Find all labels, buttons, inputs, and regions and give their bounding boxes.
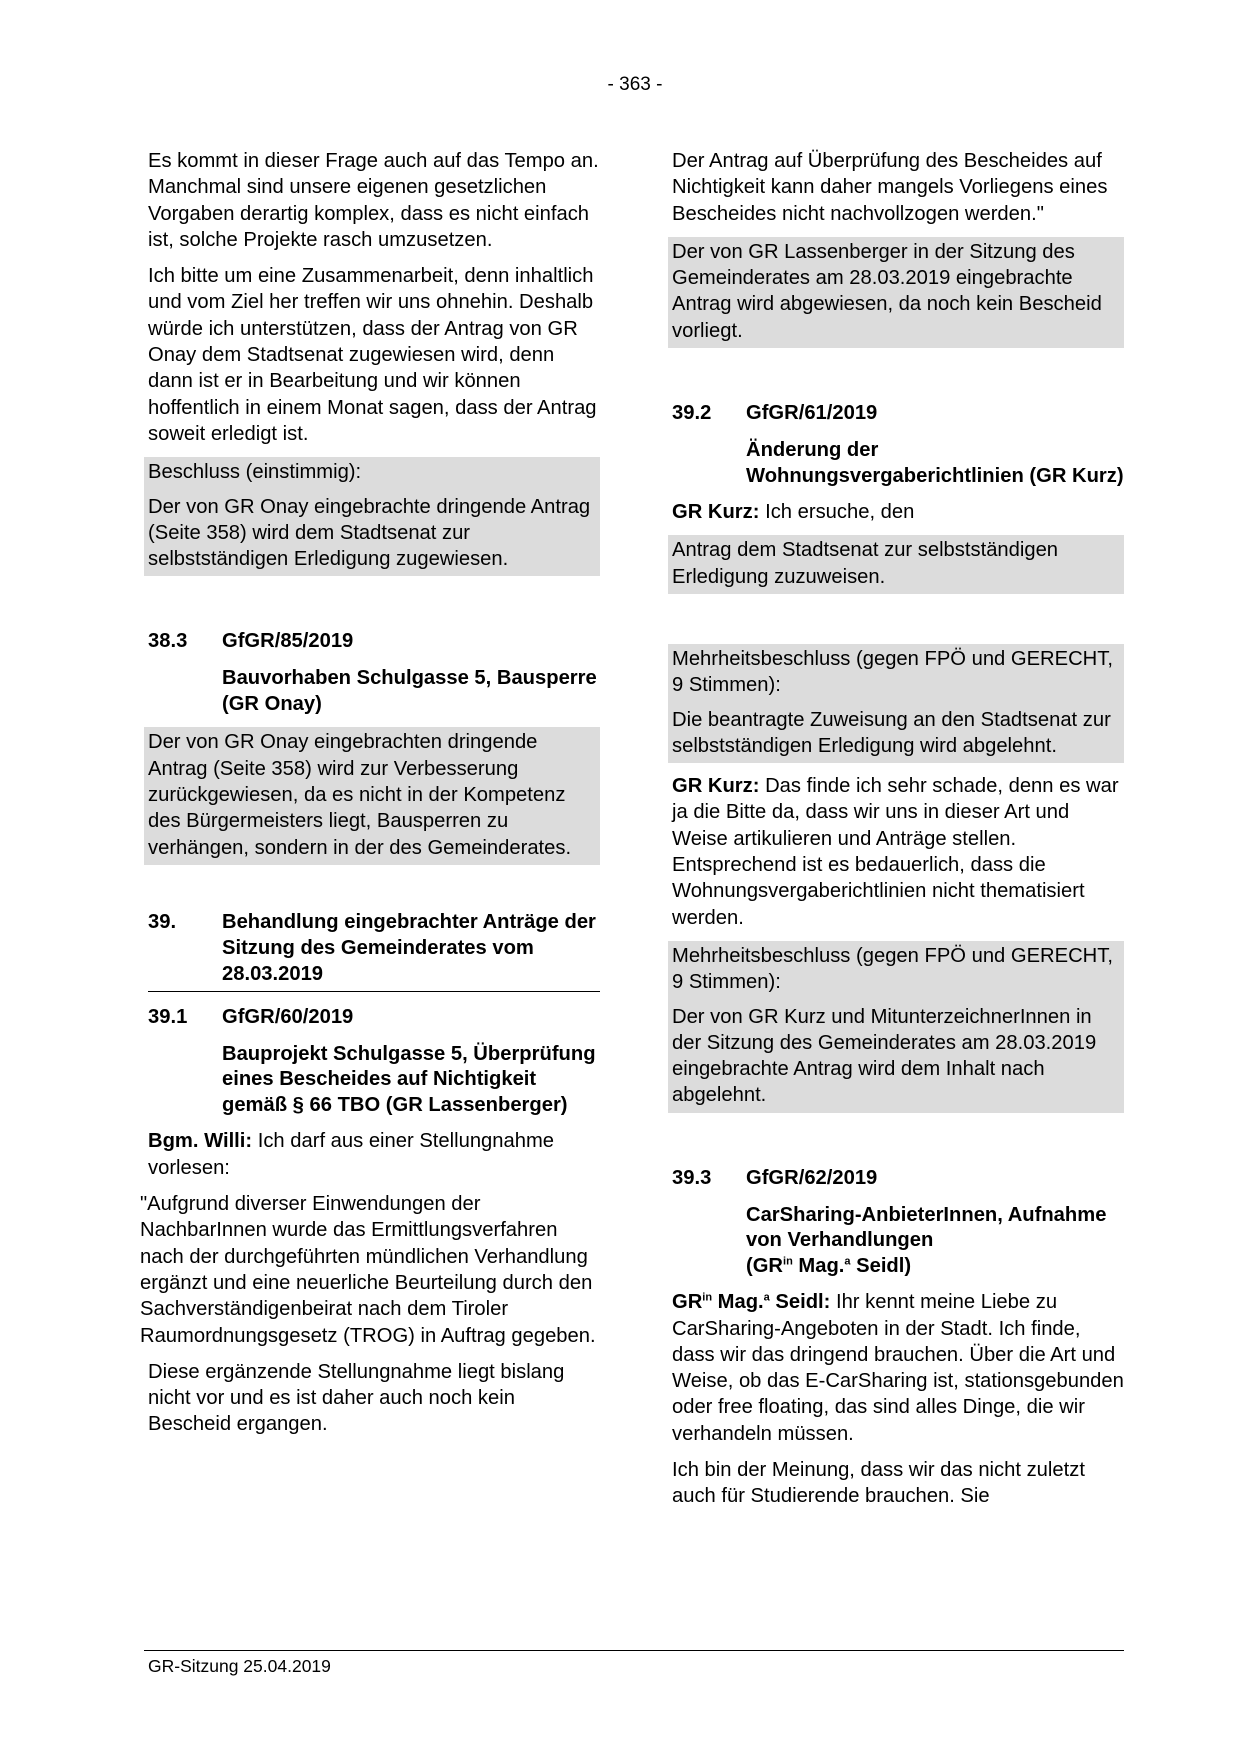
section-title: Bauvorhaben Schulgasse 5, Bausperre (GR Onay) [222,667,597,715]
section-title: Bauprojekt Schulgasse 5, Überprüfung eines Bescheides auf Nichtigkeit gemäß § 66 TBO (GR Lassenberger) [222,1042,596,1116]
section-title: Änderung der Wohnungsvergaberichtlinien (GR Kurz) [746,439,1124,487]
section-heading-39-3 [672,1165,1124,1191]
resolution-box [668,644,1124,763]
resolution-label: Mehrheitsbeschluss (gegen FPÖ und GERECHT, 9 Stimmen): [672,647,1113,697]
footer-text: GR-Sitzung 25.04.2019 [148,1656,331,1676]
title-sup: a [844,1254,851,1267]
section-title [746,1203,1124,1280]
speech-text: Ich darf aus einer Stellungnahme vorlesen: [148,1130,555,1179]
resolution-text: Der von GR Kurz und MitunterzeichnerInnen in der Sitzung des Gemeinderates am 28.03.2019 eingebrachte Antrag wird dem Inhalt nach abgelehnt. [672,1005,1097,1107]
section-heading-38-3 [148,628,600,654]
section-code: GfGR/60/2019 [222,1005,354,1028]
quote-paragraph: Diese ergänzende Stellungnahme liegt bislang nicht vor und es ist daher auch noch kein Bescheid ergangen. [148,1360,565,1436]
section-number: 39.1 [148,1005,188,1028]
resolution-box [144,457,600,576]
section-code: GfGR/62/2019 [746,1166,878,1189]
speaker-name: GR Kurz: [672,501,760,524]
section-number: 38.3 [148,630,188,653]
title-part: Mag. [798,1254,845,1277]
speech-paragraph: Ich bin der Meinung, dass wir das nicht zuletzt auch für Studierende brauchen. Sie [672,1459,1085,1508]
section-heading-39-2 [672,400,1124,426]
footer-divider [144,1650,1124,1651]
section-number: 39. [148,910,177,933]
section-heading-39 [148,909,600,992]
section-number: 39.2 [672,402,712,425]
speaker-name: $GR^{in}$ Mag.$^a$ Seidl: [672,1291,831,1314]
speech-text: Das finde ich sehr schade, denn es war ja die Bitte da, dass wir uns in dieser Art und Weise artikulieren und Anträge stellen. Entsprechend ist es bedauerlich, dass die Wohnungsvergaberichtlinien nicht thematisiert werden. [672,775,1119,929]
section-code: GfGR/61/2019 [746,402,878,425]
section-title-main: CarSharing-AnbieterInnen, Aufnahme von Verhandlungen [746,1203,1107,1252]
paragraph: Es kommt in dieser Frage auch auf das Tempo an. Manchmal sind unsere eigenen gesetzlichen Vorgaben derartig komplex, dass es nicht einfach ist, solche Projekte rasch umzusetzen. [148,150,599,251]
resolution-box [144,727,600,864]
right-column [668,148,1124,1520]
speech-text: Ich ersuche, den [765,501,915,524]
section-title: Behandlung eingebrachter Anträge der Sitzung des Gemeinderates vom 28.03.2019 [222,910,596,985]
resolution-label: Beschluss (einstimmig): [148,461,362,484]
request-box [668,535,1124,594]
resolution-text: Die beantragte Zuweisung an den Stadtsenat zur selbstständigen Erledigung wird abgelehnt. [672,708,1111,757]
page-number: - 363 - [607,74,663,95]
resolution-label: Mehrheitsbeschluss (gegen FPÖ und GERECHT, 9 Stimmen): [672,944,1113,994]
resolution-text: Der von GR Onay eingebrachten dringende Antrag (Seite 358) wird zur Verbesserung zurückgewiesen, da es nicht in der Kompetenz des Bürgermeisters liegt, Bausperren zu verhängen, sondern in der des Gemeinderates. [148,731,572,859]
resolution-box [668,237,1124,348]
left-column [140,148,600,1448]
speech-paragraph [672,1289,1124,1447]
title-sup: in [783,1254,793,1267]
quote-paragraph: "Aufgrund diverser Einwendungen der NachbarInnen wurde das Ermittlungsverfahren nach der durchgeführten mündlichen Verhandlung ergänzt und eine neuerliche Beurteilung durch den Sachverständigenbeirat nach dem Tiroler Raumordnungsgesetz (TROG) in Auftrag gegeben. [140,1193,596,1347]
title-part: Seidl) [856,1254,912,1277]
speech-paragraph [148,1128,600,1181]
resolution-text: Der von GR Lassenberger in der Sitzung des Gemeinderates am 28.03.2019 eingebrachte Antrag wird abgewiesen, da noch kein Bescheid vorliegt. [672,240,1102,342]
speaker-name: GR Kurz: [672,775,760,798]
request-text: Antrag dem Stadtsenat zur selbstständigen Erledigung zuzuweisen. [672,539,1059,588]
speech-paragraph [672,499,1124,525]
section-code: GfGR/85/2019 [222,630,354,653]
quote-paragraph: Der Antrag auf Überprüfung des Bescheides auf Nichtigkeit kann daher mangels Vorliegens eines Bescheides nicht nachvollzogen werden." [672,150,1108,225]
resolution-box [668,941,1124,1113]
speaker-name: Bgm. Willi: [148,1130,253,1153]
title-part: (GR [746,1254,784,1277]
section-number: 39.3 [672,1166,712,1189]
section-heading-39-1 [148,1004,600,1030]
paragraph: Ich bitte um eine Zusammenarbeit, denn inhaltlich und vom Ziel her treffen wir uns ohnehin. Deshalb würde ich unterstützen, dass der Antrag von GR Onay dem Stadtsenat zugewiesen wird, denn dann ist er in Bearbeitung und wir können hoffentlich in einem Monat sagen, dass der Antrag soweit erledigt ist. [148,265,597,445]
resolution-text: Der von GR Onay eingebrachte dringende Antrag (Seite 358) wird dem Stadtsenat zur selbstständigen Erledigung zugewiesen. [148,495,591,571]
speech-text: Ihr kennt meine Liebe zu CarSharing-Angeboten in der Stadt. Ich finde, dass wir das dringend brauchen. Über die Art und Weise, ob das E-CarSharing ist, stationsgebunden oder free floating, das sind alles Dinge, die wir verhandeln müssen. [672,1291,1124,1445]
speech-paragraph [672,773,1124,931]
